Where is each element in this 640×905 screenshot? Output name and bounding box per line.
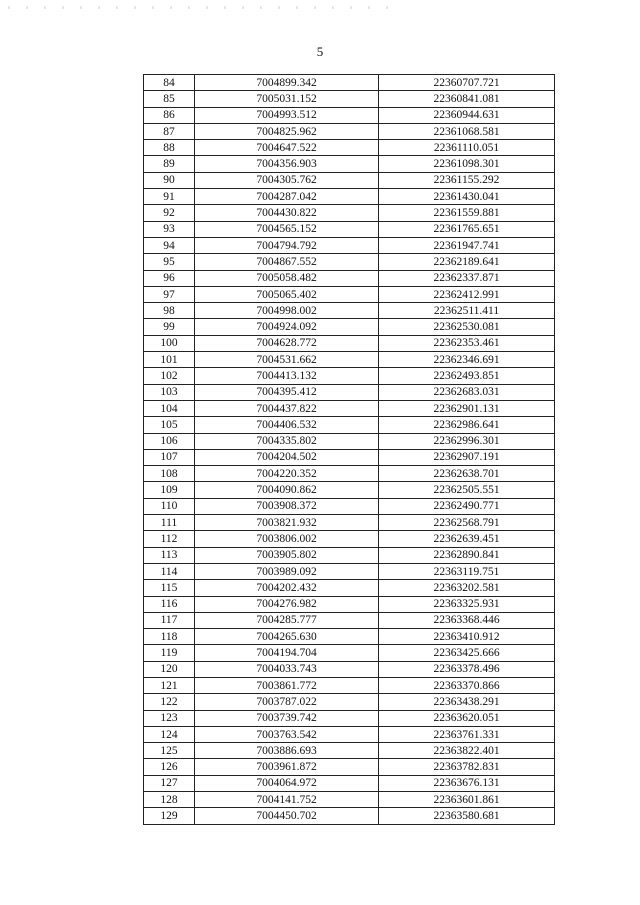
point-number-cell: 106 <box>144 433 195 449</box>
y-coordinate-cell: 22362907.191 <box>379 449 555 465</box>
point-number-cell: 117 <box>144 612 195 628</box>
table-row <box>144 286 555 302</box>
y-coordinate-cell: 22361110.051 <box>379 140 555 156</box>
table-row <box>144 270 555 286</box>
table-row <box>144 515 555 531</box>
table-row <box>144 563 555 579</box>
point-number-cell: 118 <box>144 629 195 645</box>
y-coordinate-cell: 22363370.866 <box>379 677 555 693</box>
point-number-cell: 122 <box>144 694 195 710</box>
y-coordinate-cell: 22362490.771 <box>379 498 555 514</box>
x-coordinate-cell: 7004220.352 <box>195 466 379 482</box>
y-coordinate-cell: 22362505.551 <box>379 482 555 498</box>
point-number-cell: 85 <box>144 91 195 107</box>
coordinates-table-body <box>144 75 555 825</box>
x-coordinate-cell: 7004450.702 <box>195 808 379 824</box>
point-number-cell: 110 <box>144 498 195 514</box>
point-number-cell: 128 <box>144 792 195 808</box>
table-row <box>144 694 555 710</box>
point-number-cell: 120 <box>144 661 195 677</box>
table-row <box>144 107 555 123</box>
x-coordinate-cell: 7003989.092 <box>195 563 379 579</box>
y-coordinate-cell: 22361947.741 <box>379 237 555 253</box>
point-number-cell: 91 <box>144 189 195 205</box>
table-row <box>144 547 555 563</box>
y-coordinate-cell: 22363822.401 <box>379 743 555 759</box>
point-number-cell: 105 <box>144 417 195 433</box>
scan-artifact <box>8 6 388 9</box>
y-coordinate-cell: 22363119.751 <box>379 563 555 579</box>
table-row <box>144 417 555 433</box>
table-row <box>144 449 555 465</box>
table-row <box>144 466 555 482</box>
x-coordinate-cell: 7004335.802 <box>195 433 379 449</box>
point-number-cell: 113 <box>144 547 195 563</box>
point-number-cell: 119 <box>144 645 195 661</box>
x-coordinate-cell: 7003908.372 <box>195 498 379 514</box>
point-number-cell: 95 <box>144 254 195 270</box>
table-row <box>144 710 555 726</box>
table-row <box>144 384 555 400</box>
table-row <box>144 661 555 677</box>
y-coordinate-cell: 22360841.081 <box>379 91 555 107</box>
x-coordinate-cell: 7004430.822 <box>195 205 379 221</box>
y-coordinate-cell: 22363782.831 <box>379 759 555 775</box>
x-coordinate-cell: 7004565.152 <box>195 221 379 237</box>
y-coordinate-cell: 22362412.991 <box>379 286 555 302</box>
x-coordinate-cell: 7004033.743 <box>195 661 379 677</box>
y-coordinate-cell: 22363761.331 <box>379 726 555 742</box>
x-coordinate-cell: 7005065.402 <box>195 286 379 302</box>
table-row <box>144 808 555 824</box>
point-number-cell: 121 <box>144 677 195 693</box>
table-row <box>144 335 555 351</box>
table-row <box>144 237 555 253</box>
table-row <box>144 140 555 156</box>
y-coordinate-cell: 22362189.641 <box>379 254 555 270</box>
table-row <box>144 759 555 775</box>
table-row <box>144 612 555 628</box>
x-coordinate-cell: 7003739.742 <box>195 710 379 726</box>
point-number-cell: 116 <box>144 596 195 612</box>
point-number-cell: 108 <box>144 466 195 482</box>
table-row <box>144 677 555 693</box>
table-row <box>144 368 555 384</box>
y-coordinate-cell: 22362530.081 <box>379 319 555 335</box>
x-coordinate-cell: 7003905.802 <box>195 547 379 563</box>
y-coordinate-cell: 22363202.581 <box>379 580 555 596</box>
point-number-cell: 100 <box>144 335 195 351</box>
point-number-cell: 124 <box>144 726 195 742</box>
y-coordinate-cell: 22363410.912 <box>379 629 555 645</box>
table-row <box>144 482 555 498</box>
point-number-cell: 97 <box>144 286 195 302</box>
x-coordinate-cell: 7004406.532 <box>195 417 379 433</box>
y-coordinate-cell: 22362890.841 <box>379 547 555 563</box>
x-coordinate-cell: 7004287.042 <box>195 189 379 205</box>
x-coordinate-cell: 7004141.752 <box>195 792 379 808</box>
y-coordinate-cell: 22362683.031 <box>379 384 555 400</box>
x-coordinate-cell: 7004276.982 <box>195 596 379 612</box>
x-coordinate-cell: 7005058.482 <box>195 270 379 286</box>
table-row <box>144 221 555 237</box>
table-row <box>144 400 555 416</box>
x-coordinate-cell: 7004998.002 <box>195 303 379 319</box>
table-row <box>144 319 555 335</box>
table-row <box>144 792 555 808</box>
x-coordinate-cell: 7003806.002 <box>195 531 379 547</box>
table-row <box>144 75 555 91</box>
y-coordinate-cell: 22362986.641 <box>379 417 555 433</box>
y-coordinate-cell: 22361559.881 <box>379 205 555 221</box>
x-coordinate-cell: 7004628.772 <box>195 335 379 351</box>
x-coordinate-cell: 7004413.132 <box>195 368 379 384</box>
x-coordinate-cell: 7004395.412 <box>195 384 379 400</box>
y-coordinate-cell: 22360944.631 <box>379 107 555 123</box>
table-row <box>144 205 555 221</box>
y-coordinate-cell: 22363378.496 <box>379 661 555 677</box>
x-coordinate-cell: 7004867.552 <box>195 254 379 270</box>
point-number-cell: 123 <box>144 710 195 726</box>
x-coordinate-cell: 7004204.502 <box>195 449 379 465</box>
point-number-cell: 98 <box>144 303 195 319</box>
y-coordinate-cell: 22362639.451 <box>379 531 555 547</box>
table-row <box>144 91 555 107</box>
x-coordinate-cell: 7005031.152 <box>195 91 379 107</box>
x-coordinate-cell: 7004647.522 <box>195 140 379 156</box>
y-coordinate-cell: 22361068.581 <box>379 123 555 139</box>
point-number-cell: 94 <box>144 237 195 253</box>
table-row <box>144 743 555 759</box>
point-number-cell: 90 <box>144 172 195 188</box>
x-coordinate-cell: 7004825.962 <box>195 123 379 139</box>
y-coordinate-cell: 22363325.931 <box>379 596 555 612</box>
y-coordinate-cell: 22363580.681 <box>379 808 555 824</box>
point-number-cell: 102 <box>144 368 195 384</box>
x-coordinate-cell: 7004285.777 <box>195 612 379 628</box>
table-row <box>144 433 555 449</box>
x-coordinate-cell: 7003763.542 <box>195 726 379 742</box>
table-row <box>144 645 555 661</box>
point-number-cell: 109 <box>144 482 195 498</box>
y-coordinate-cell: 22363425.666 <box>379 645 555 661</box>
point-number-cell: 88 <box>144 140 195 156</box>
point-number-cell: 93 <box>144 221 195 237</box>
y-coordinate-cell: 22363368.446 <box>379 612 555 628</box>
x-coordinate-cell: 7004194.704 <box>195 645 379 661</box>
x-coordinate-cell: 7004202.432 <box>195 580 379 596</box>
table-row <box>144 254 555 270</box>
x-coordinate-cell: 7003861.772 <box>195 677 379 693</box>
table-row <box>144 629 555 645</box>
x-coordinate-cell: 7003787.022 <box>195 694 379 710</box>
y-coordinate-cell: 22363438.291 <box>379 694 555 710</box>
table-row <box>144 498 555 514</box>
y-coordinate-cell: 22362511.411 <box>379 303 555 319</box>
table-row <box>144 726 555 742</box>
x-coordinate-cell: 7003821.932 <box>195 515 379 531</box>
y-coordinate-cell: 22363620.051 <box>379 710 555 726</box>
y-coordinate-cell: 22361765.651 <box>379 221 555 237</box>
table-row <box>144 123 555 139</box>
y-coordinate-cell: 22362638.701 <box>379 466 555 482</box>
coordinates-table <box>143 74 555 825</box>
x-coordinate-cell: 7004899.342 <box>195 75 379 91</box>
x-coordinate-cell: 7004064.972 <box>195 775 379 791</box>
y-coordinate-cell: 22363676.131 <box>379 775 555 791</box>
table-row <box>144 352 555 368</box>
point-number-cell: 127 <box>144 775 195 791</box>
point-number-cell: 125 <box>144 743 195 759</box>
x-coordinate-cell: 7004531.662 <box>195 352 379 368</box>
y-coordinate-cell: 22362901.131 <box>379 400 555 416</box>
x-coordinate-cell: 7004437.822 <box>195 400 379 416</box>
point-number-cell: 114 <box>144 563 195 579</box>
page-number: 5 <box>316 44 324 59</box>
y-coordinate-cell: 22362493.851 <box>379 368 555 384</box>
table-row <box>144 189 555 205</box>
table-row <box>144 172 555 188</box>
point-number-cell: 92 <box>144 205 195 221</box>
point-number-cell: 129 <box>144 808 195 824</box>
point-number-cell: 86 <box>144 107 195 123</box>
table-row <box>144 531 555 547</box>
point-number-cell: 104 <box>144 400 195 416</box>
x-coordinate-cell: 7003886.693 <box>195 743 379 759</box>
y-coordinate-cell: 22360707.721 <box>379 75 555 91</box>
point-number-cell: 89 <box>144 156 195 172</box>
x-coordinate-cell: 7004356.903 <box>195 156 379 172</box>
y-coordinate-cell: 22362996.301 <box>379 433 555 449</box>
y-coordinate-cell: 22361155.292 <box>379 172 555 188</box>
table-row <box>144 156 555 172</box>
point-number-cell: 126 <box>144 759 195 775</box>
point-number-cell: 84 <box>144 75 195 91</box>
y-coordinate-cell: 22361430.041 <box>379 189 555 205</box>
point-number-cell: 112 <box>144 531 195 547</box>
table-row <box>144 596 555 612</box>
point-number-cell: 111 <box>144 515 195 531</box>
point-number-cell: 96 <box>144 270 195 286</box>
x-coordinate-cell: 7004924.092 <box>195 319 379 335</box>
point-number-cell: 101 <box>144 352 195 368</box>
y-coordinate-cell: 22362337.871 <box>379 270 555 286</box>
table-row <box>144 775 555 791</box>
table-row <box>144 580 555 596</box>
x-coordinate-cell: 7004305.762 <box>195 172 379 188</box>
y-coordinate-cell: 22361098.301 <box>379 156 555 172</box>
table-row <box>144 303 555 319</box>
point-number-cell: 107 <box>144 449 195 465</box>
point-number-cell: 99 <box>144 319 195 335</box>
point-number-cell: 87 <box>144 123 195 139</box>
y-coordinate-cell: 22363601.861 <box>379 792 555 808</box>
point-number-cell: 103 <box>144 384 195 400</box>
point-number-cell: 115 <box>144 580 195 596</box>
y-coordinate-cell: 22362353.461 <box>379 335 555 351</box>
x-coordinate-cell: 7004794.792 <box>195 237 379 253</box>
y-coordinate-cell: 22362568.791 <box>379 515 555 531</box>
x-coordinate-cell: 7004090.862 <box>195 482 379 498</box>
x-coordinate-cell: 7004265.630 <box>195 629 379 645</box>
y-coordinate-cell: 22362346.691 <box>379 352 555 368</box>
x-coordinate-cell: 7003961.872 <box>195 759 379 775</box>
x-coordinate-cell: 7004993.512 <box>195 107 379 123</box>
